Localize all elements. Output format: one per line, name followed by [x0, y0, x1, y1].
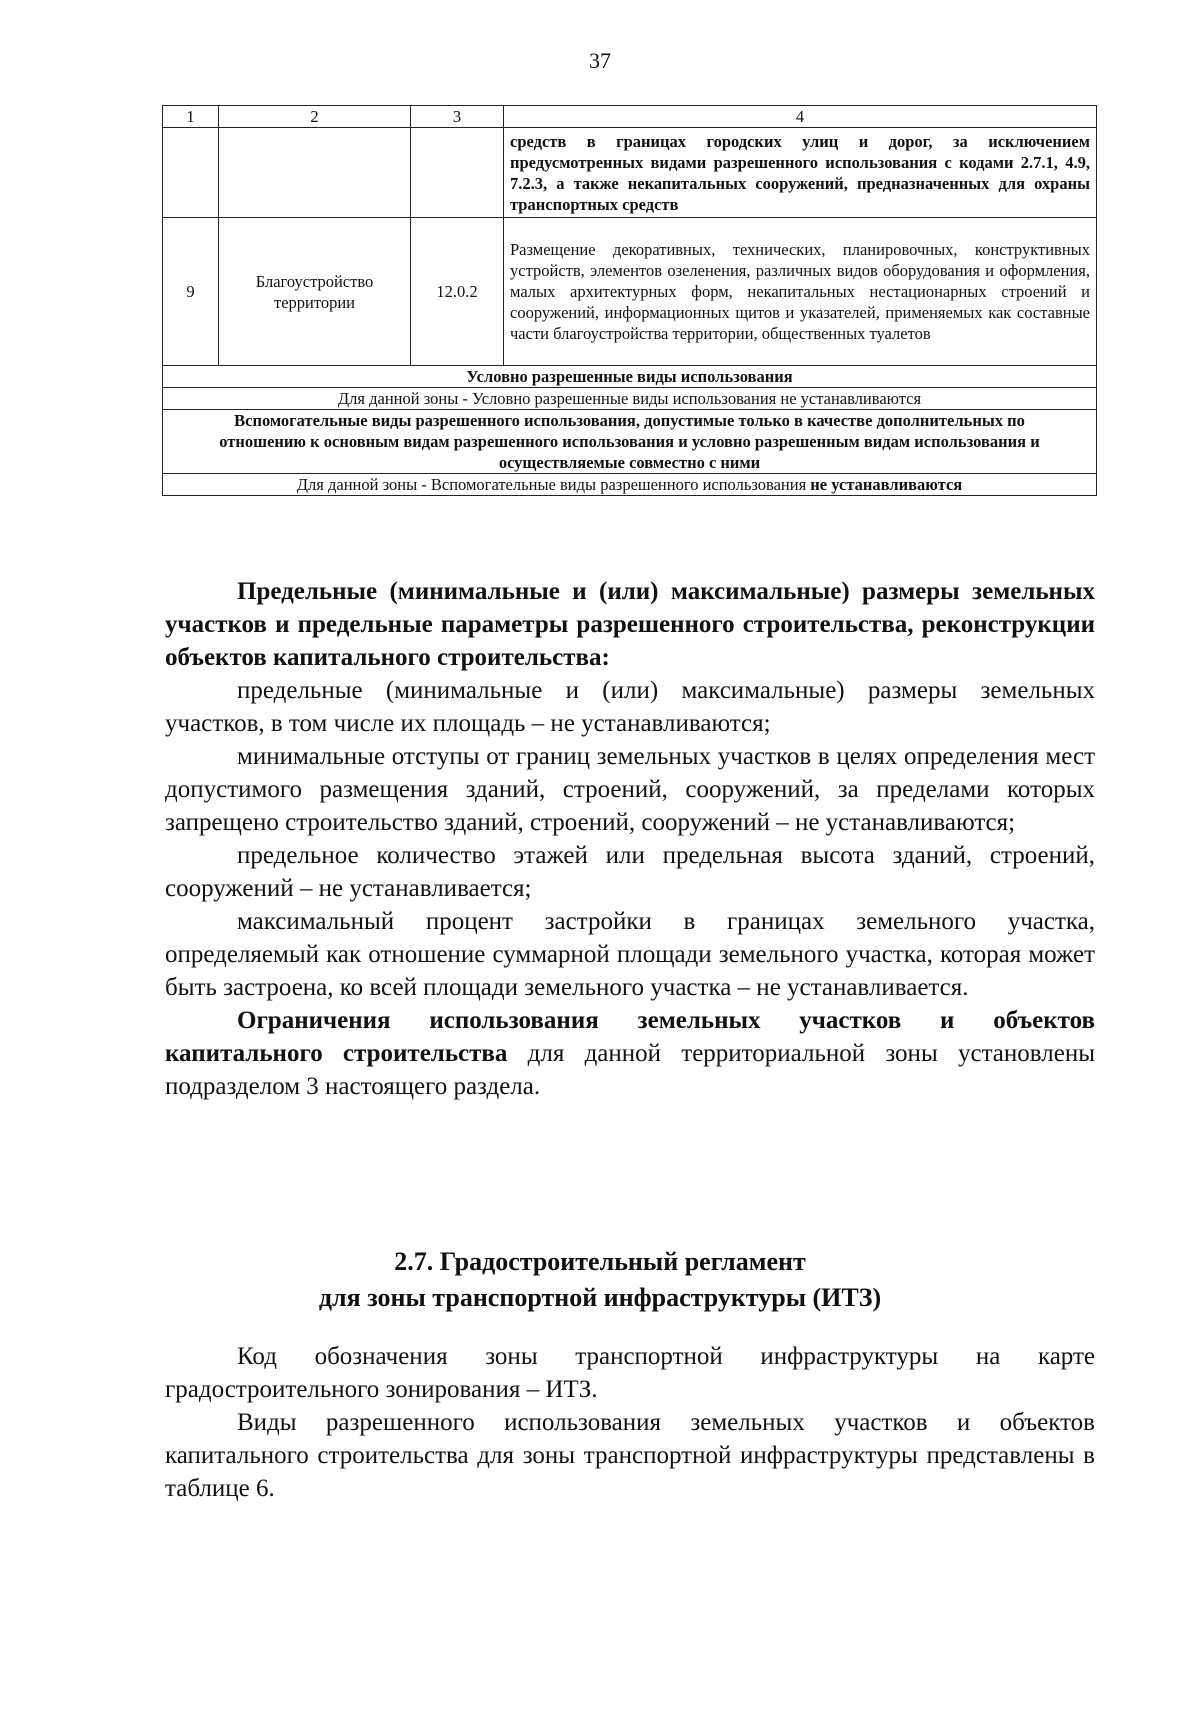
continuation-description-cell: средств в границах городских улиц и дорог, за исключением предусмотренных видами разрешенного использования с кодами 2.7.1, 4.9, 7.2.3, а также некапитальных сооружений, предназначенных для охраны транспортных средств — [504, 128, 1097, 218]
limit-item-coverage: максимальный процент застройки в границах земельного участка, определяемый как отношение суммарной площади земельного участка, которая может быть застроена, ко всей площади земельного участка – не устанавливается. — [165, 908, 1095, 1001]
section-title-line-2: для зоны транспортной инфраструктуры (ИТЗ) — [318, 1283, 882, 1312]
auxiliary-heading-row — [163, 410, 1097, 474]
header-col-3: 3 — [411, 106, 504, 128]
continuation-num-cell — [163, 128, 219, 218]
row-number-cell: 9 — [163, 218, 219, 366]
header-col-2: 2 — [219, 106, 411, 128]
uses-reference-paragraph: Виды разрешенного использования земельных участков и объектов капитального строительства для зоны транспортной инфраструктуры представлены в таблице 6. — [165, 1409, 1095, 1502]
use-code-cell: 12.0.2 — [411, 218, 504, 366]
conditional-uses-note: Для данной зоны - Условно разрешенные виды использования не устанавливаются — [163, 388, 1097, 410]
section-body — [165, 1340, 1095, 1505]
limits-section — [165, 575, 1095, 1103]
zone-code-paragraph: Код обозначения зоны транспортной инфраструктуры на карте градостроительного зонирования – ИТЗ. — [165, 1343, 1095, 1403]
auxiliary-note-row — [163, 474, 1097, 496]
section-title-line-1: 2.7. Градостроительный регламент — [394, 1247, 806, 1276]
continuation-code-cell — [411, 128, 504, 218]
limit-item-plot-size: предельные (минимальные и (или) максимальные) размеры земельных участков, в том числе их площадь – не устанавливаются; — [165, 677, 1095, 737]
limit-item-floors: предельное количество этажей или предельная высота зданий, строений, сооружений – не устанавливается; — [165, 842, 1095, 902]
continuation-name-cell — [219, 128, 411, 218]
auxiliary-uses-note — [163, 474, 1097, 496]
conditional-uses-heading: Условно разрешенные виды использования — [163, 366, 1097, 388]
table-row-continuation — [163, 128, 1097, 218]
header-col-1: 1 — [163, 106, 219, 128]
limit-item-setbacks: минимальные отступы от границ земельных участков в целях определения мест допустимого размещения зданий, строений, сооружений, за пределами которых запрещено строительство зданий, строений, сооружений – не устанавливаются; — [165, 743, 1095, 836]
conditional-note-row — [163, 388, 1097, 410]
page-number: 37 — [589, 48, 611, 73]
header-col-4: 4 — [504, 106, 1097, 128]
restrictions-bold: Ограничения использования земельных участков и объектов капитального строительства — [165, 1007, 1095, 1067]
restrictions-paragraph — [165, 1004, 1095, 1103]
conditional-heading-row — [163, 366, 1097, 388]
use-description-cell: Размещение декоративных, технических, планировочных, конструктивных устройств, элементов озеленения, различных видов оборудования и оформления, малых архитектурных форм, некапитальных нестационарных строений и сооружений, информационных щитов и указателей, применяемых как составные части благоустройства территории, общественных туалетов — [504, 218, 1097, 366]
permitted-uses-table — [162, 105, 1097, 496]
table-header-row — [163, 106, 1097, 128]
auxiliary-note-emphasis: не устанавливаются — [810, 475, 963, 494]
limits-heading: Предельные (минимальные и (или) максимальные) размеры земельных участков и предельные параметры разрешенного строительства, реконструкции объектов капитального строительства: — [165, 578, 1095, 671]
use-name-cell: Благоустройство территории — [219, 218, 411, 366]
restrictions-rest: для данной территориальной зоны установлены подразделом 3 настоящего раздела. — [165, 1040, 1095, 1100]
section-title — [0, 1244, 1200, 1316]
auxiliary-note-text: Для данной зоны - Вспомогательные виды разрешенного использования — [296, 475, 811, 494]
auxiliary-uses-heading: Вспомогательные виды разрешенного использования, допустимые только в качестве дополнительных по отношению к основным видам разрешенного использования и условно разрешенным видам использования и осуществляемые совместно с ними — [163, 410, 1097, 474]
table-row-9 — [163, 218, 1097, 366]
